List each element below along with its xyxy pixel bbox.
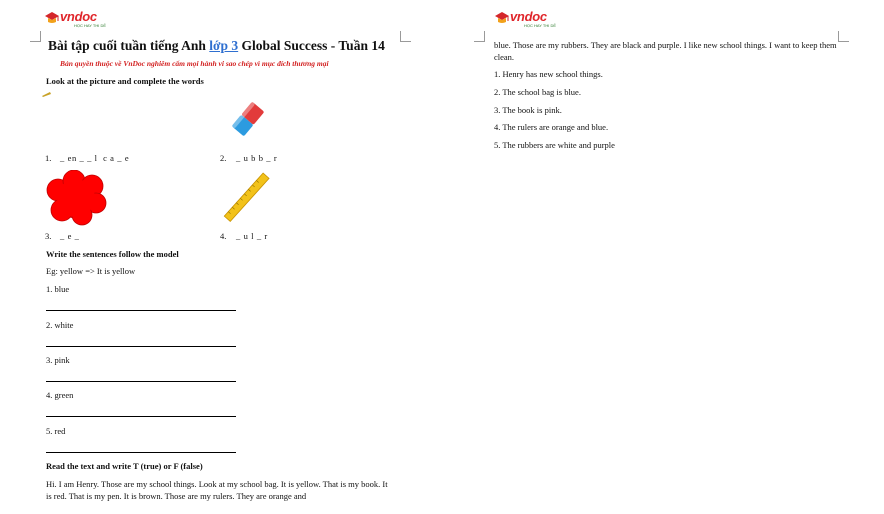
prompt-word: 4. green [46, 390, 74, 400]
grade-link[interactable]: lớp 3 [209, 38, 239, 53]
word-puzzle: _ u b b _ r [236, 153, 278, 163]
title-suffix: Global Success - Tuần 14 [238, 38, 385, 53]
statement: 2. The school bag is blue. [494, 87, 581, 97]
page-title [48, 38, 385, 54]
word-puzzle: _ u l _ r [236, 231, 268, 241]
vndoc-logo [44, 10, 106, 30]
statement: 4. The rulers are orange and blue. [494, 122, 609, 132]
answer-line[interactable] [46, 310, 236, 311]
example-sentence: Eg: yellow => It is yellow [46, 266, 136, 276]
prompt-word: 5. red [46, 426, 66, 436]
vndoc-logo [494, 10, 556, 30]
margin-mark [30, 31, 41, 42]
document-page-left [0, 0, 440, 514]
prompt-word: 2. white [46, 320, 74, 330]
section-1-heading: Look at the picture and complete the words [46, 76, 204, 86]
section-3-heading: Read the text and write T (true) or F (false) [46, 461, 203, 471]
eraser-image [228, 98, 268, 140]
brand-tagline: HỌC HAY THI DỄ [524, 23, 557, 28]
answer-line[interactable] [46, 416, 236, 417]
item-number: 3. [45, 231, 52, 241]
statement: 1. Henry has new school things. [494, 69, 603, 79]
pencil-image [42, 91, 52, 97]
section-2-heading: Write the sentences follow the model [46, 249, 179, 259]
item-number: 1. [45, 153, 52, 163]
title-prefix: Bài tập cuối tuần tiếng Anh [48, 38, 210, 53]
reading-passage: Hi. I am Henry. Those are my school things. Look at my school bag. It is yellow. That is my book. It is red. That is my pen. It is brown. Those are my rulers. They are orange and [46, 479, 388, 501]
statement: 3. The book is pink. [494, 105, 562, 115]
copyright-notice: Bản quyền thuộc về VnDoc nghiêm cấm mọi hành vi sao chép vì mục đích thương mại [60, 59, 329, 68]
reading-passage-continued: blue. Those are my rubbers. They are black and purple. I like new school things. I want to keep them clean. [494, 40, 837, 62]
margin-mark [400, 31, 411, 42]
brand-name: vndoc [60, 9, 97, 24]
word-puzzle: _ en _ _ l c a _ e [60, 153, 130, 163]
ruler-image [218, 170, 274, 226]
graduation-cap-icon [44, 10, 60, 26]
item-number: 2. [220, 153, 227, 163]
answer-line[interactable] [46, 346, 236, 347]
prompt-word: 3. pink [46, 355, 70, 365]
document-page-right [444, 0, 884, 514]
answer-line[interactable] [46, 452, 236, 453]
margin-mark [474, 31, 485, 42]
brand-tagline: HỌC HAY THI DỄ [74, 23, 107, 28]
item-number: 4. [220, 231, 227, 241]
red-shape-image [44, 170, 108, 226]
word-puzzle: _ e _ [60, 231, 80, 241]
brand-name: vndoc [510, 9, 547, 24]
answer-line[interactable] [46, 381, 236, 382]
graduation-cap-icon [494, 10, 510, 26]
prompt-word: 1. blue [46, 284, 70, 294]
statement: 5. The rubbers are white and purple [494, 140, 615, 150]
